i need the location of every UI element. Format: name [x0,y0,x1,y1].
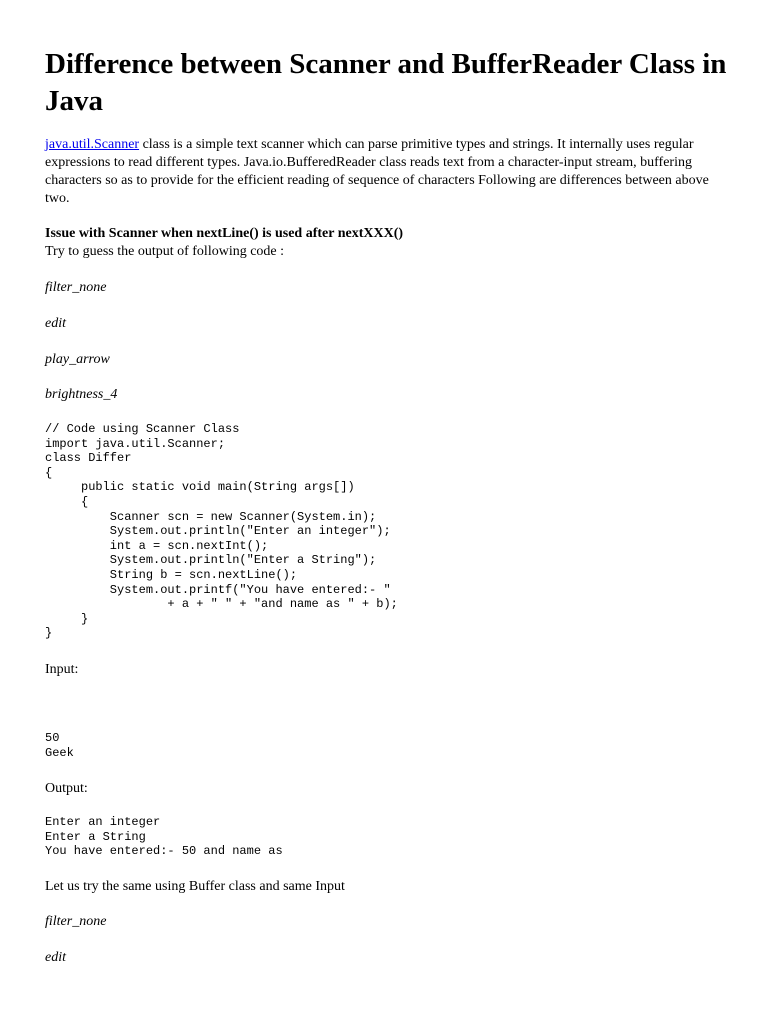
code-line: { [45,465,53,480]
intro-paragraph [45,136,735,208]
brightness-icon[interactable]: brightness_4 [45,387,118,402]
code-line: // Code using Scanner Class [45,422,240,436]
output-block [45,815,283,859]
code-line: System.out.printf("You have entered:- " [45,582,391,597]
output-line: Enter an integer [45,815,161,829]
output-label: Output: [45,781,88,796]
scanner-link[interactable]: java.util.Scanner [45,137,140,152]
code-line: System.out.println("Enter an integer"); [45,524,391,539]
input-line: Geek [45,745,74,760]
code-line: + a + " " + "and name as " + b); [45,597,398,612]
scanner-code-block [45,422,398,641]
output-line: Enter a String [45,829,146,844]
filter-none-icon[interactable]: filter_none [45,914,107,929]
buffer-text: Let us try the same using Buffer class and same Input [45,879,345,894]
filter-none-icon[interactable]: filter_none [45,280,107,295]
code-line: int a = scn.nextInt(); [45,538,269,553]
code-line: } [45,611,89,626]
page-title: Difference between Scanner and BufferReader Class in Java [45,48,727,117]
guess-text: Try to guess the output of following code : [45,244,285,259]
code-line: class Differ [45,451,132,466]
code-line: { [45,494,89,509]
code-line: } [45,626,53,641]
code-line: public static void main(String args[]) [45,480,355,495]
output-line: You have entered:- 50 and name as [45,844,283,859]
input-block [45,731,74,760]
intro-text: class is a simple text scanner which can parse primitive types and strings. It internally uses regular expressions to read different types. Java.io.BufferedReader class reads text from a character-input stream, buffering characters so as to provide for the efficient reading of sequence of characters Following are differences between above two. [45,137,709,206]
input-line: 50 [45,731,60,745]
play-arrow-icon[interactable]: play_arrow [45,352,110,367]
code-line: System.out.println("Enter a String"); [45,553,377,568]
issue-heading: Issue with Scanner when nextLine() is used after nextXXX() [45,226,404,241]
edit-icon[interactable]: edit [45,316,66,331]
input-label: Input: [45,662,79,677]
code-line: Scanner scn = new Scanner(System.in); [45,509,377,524]
code-line: String b = scn.nextLine(); [45,567,298,582]
code-line: import java.util.Scanner; [45,436,226,451]
edit-icon[interactable]: edit [45,950,66,965]
